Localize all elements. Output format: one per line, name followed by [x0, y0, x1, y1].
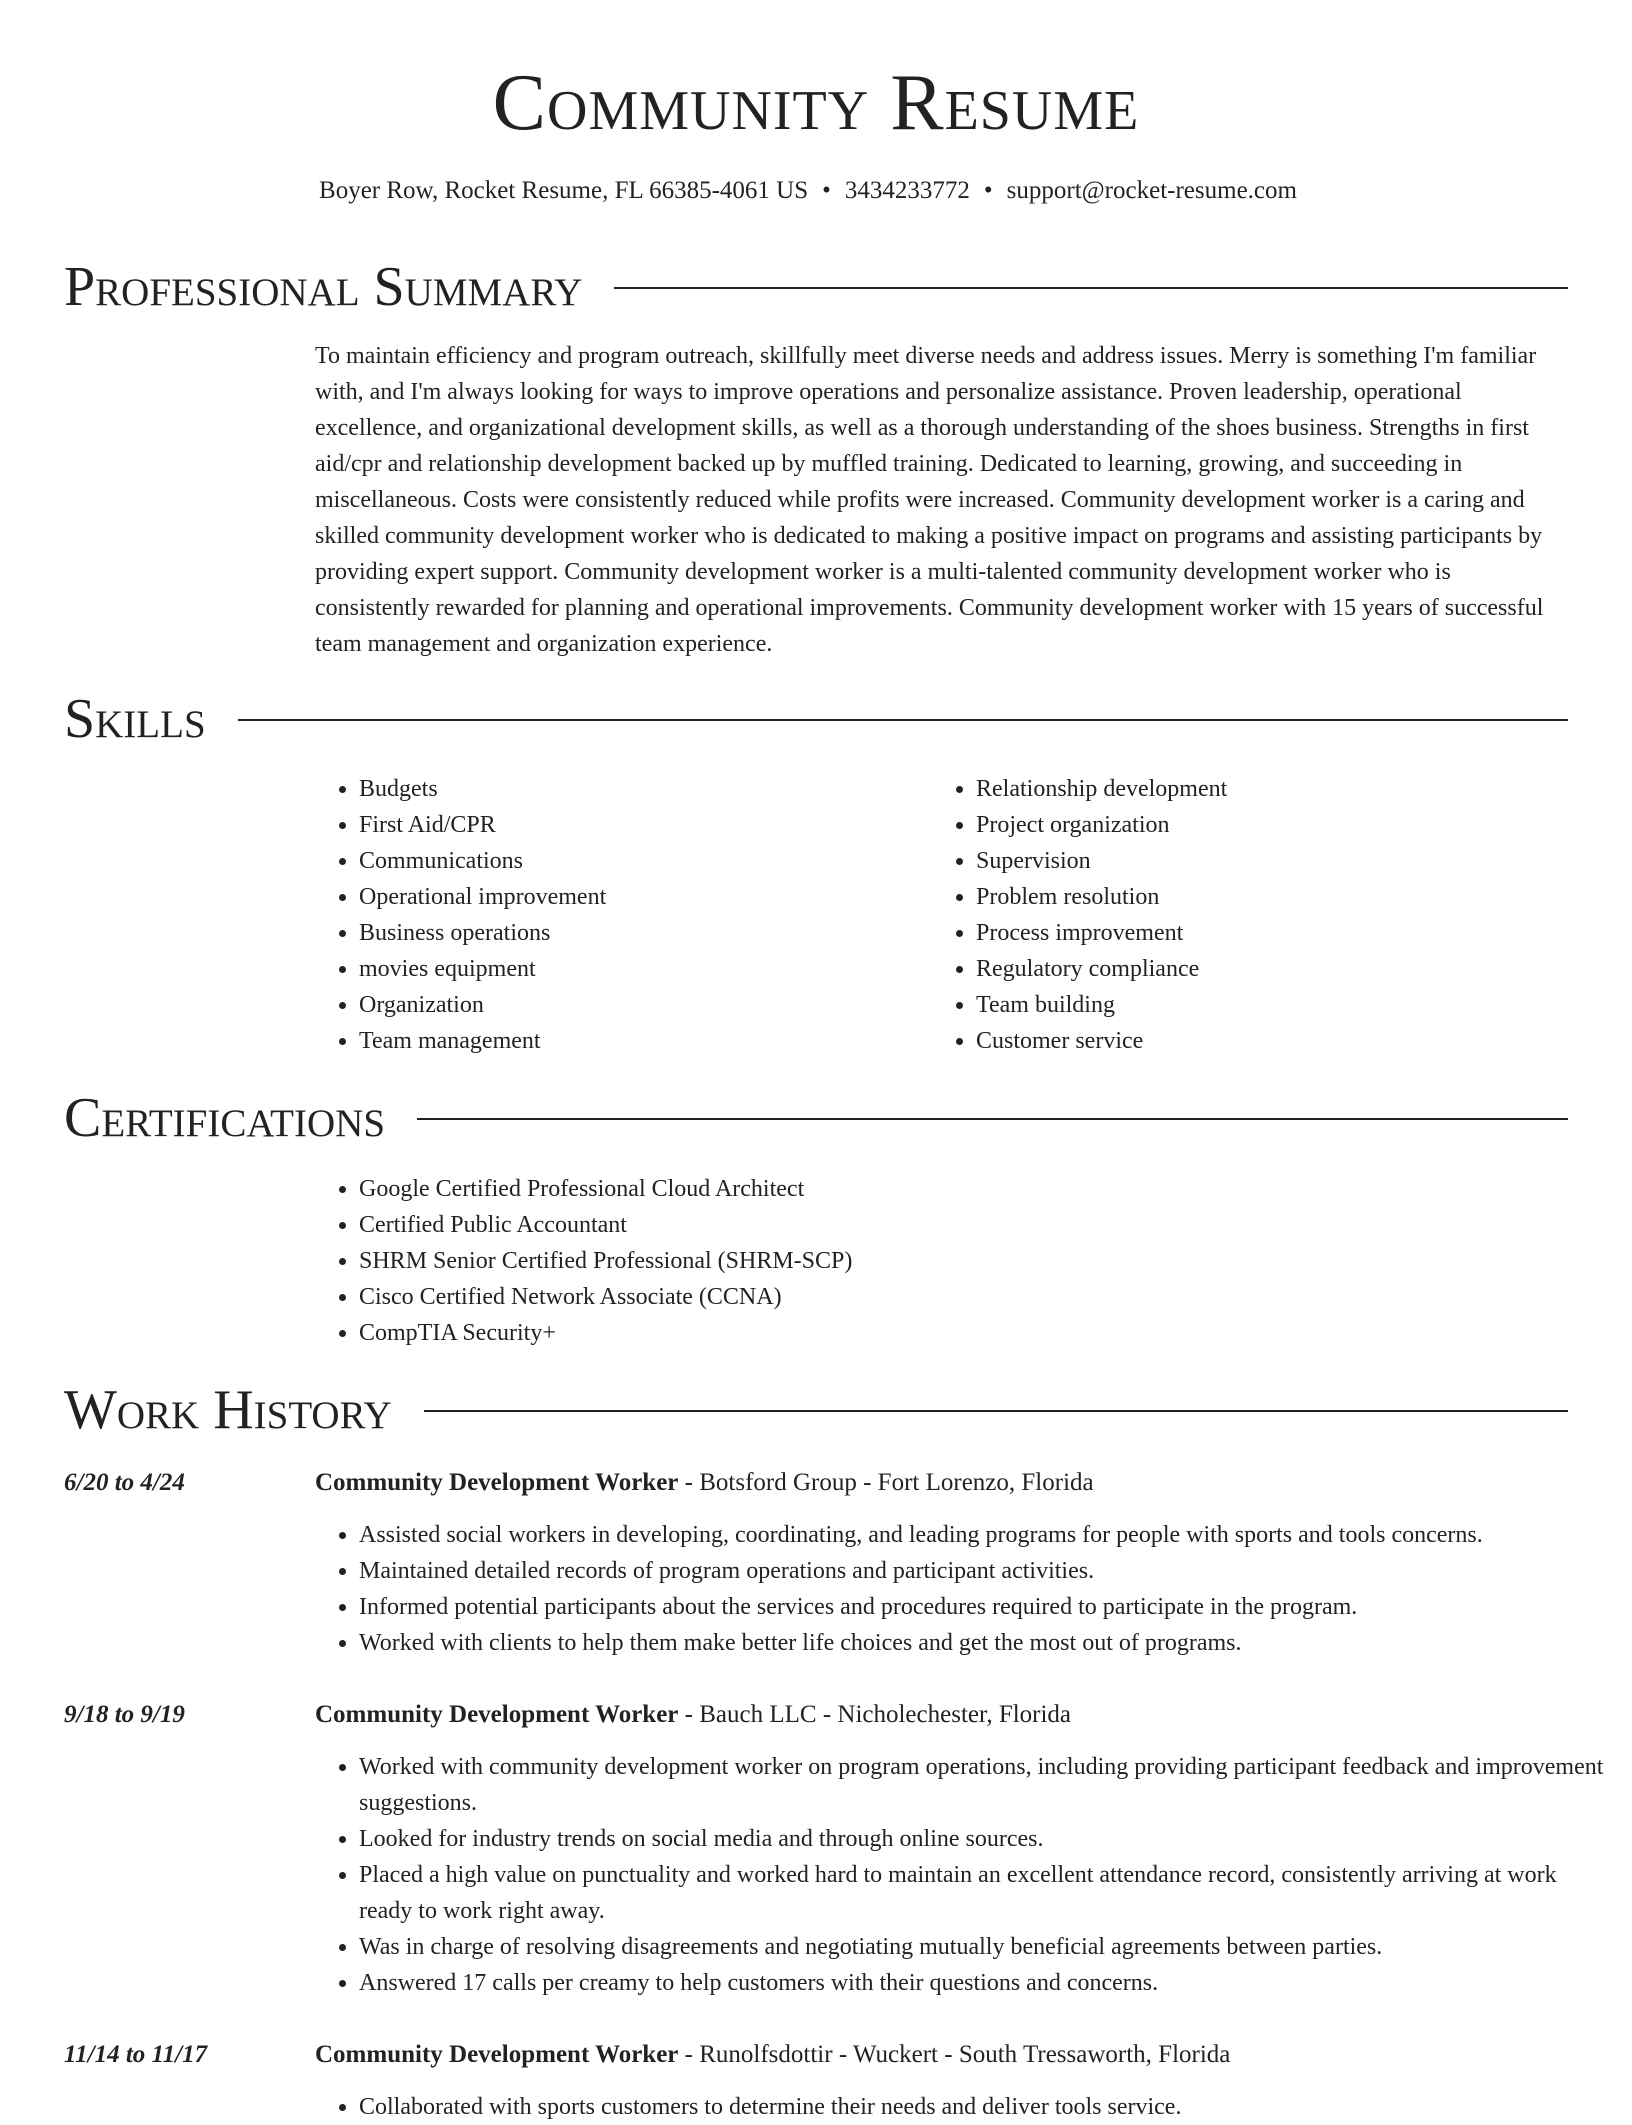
summary-section-title: Professional Summary: [64, 256, 583, 318]
job-bullets-block: [315, 2089, 1615, 2125]
summary-section-header: [64, 255, 1568, 319]
job-employer-location: - Runolfsdottir - Wuckert - South Tressaworth, Florida: [678, 2041, 1231, 2068]
job-bullet-item: • Answered 17 calls per creamy to help customers with their questions and concerns.: [359, 1965, 1615, 2001]
job-bullet-item: • Maintained detailed records of program operations and participant activities.: [359, 1553, 1615, 1589]
job-bullet-item: • Assisted social workers in developing, coordinating, and leading programs for people with sports and tools concerns.: [359, 1517, 1615, 1553]
contact-email[interactable]: support@rocket-resume.com: [1006, 177, 1297, 204]
job-bullet-item: • Worked with community development worker on program operations, including providing participant feedback and improvement suggestions.: [359, 1749, 1615, 1821]
candidate-name: Community Resume: [492, 59, 1140, 147]
certifications-section-header: [64, 1086, 1568, 1150]
job-bullet-item: • Informed potential participants about the services and procedures required to participate in the program.: [359, 1589, 1615, 1625]
job-dates: 11/14 to 11/17: [64, 2041, 208, 2068]
contact-separator: •: [822, 177, 831, 204]
certification-item: • CompTIA Security+: [359, 1315, 852, 1351]
job-bullet-item: • Placed a high value on punctuality and worked hard to maintain an excellent attendance record, consistently arriving at work ready to work right away.: [359, 1857, 1615, 1929]
skill-item: • Communications: [359, 843, 606, 879]
skill-item: • movies equipment: [359, 951, 606, 987]
skill-item: • Business operations: [359, 915, 606, 951]
job-heading: [315, 1697, 1071, 1733]
certification-item: • Google Certified Professional Cloud Architect: [359, 1171, 852, 1207]
job-bullets-block: [315, 1517, 1615, 1661]
section-divider: [424, 1410, 1568, 1412]
certifications-section-title: Certifications: [64, 1087, 386, 1149]
skills-list-right: [932, 771, 1227, 1059]
skills-section-title: Skills: [64, 688, 206, 750]
skill-item: • Budgets: [359, 771, 606, 807]
job-title: Community Development Worker: [315, 2041, 679, 2068]
job-bullet-list: [315, 1749, 1615, 2001]
job-bullet-list: [315, 2089, 1615, 2125]
skill-item: • Relationship development: [976, 771, 1227, 807]
certifications-list: [315, 1171, 852, 1351]
job-title: Community Development Worker: [315, 1701, 679, 1728]
contact-separator: •: [983, 177, 993, 204]
certifications-block: [315, 1171, 852, 1351]
contact-address: Boyer Row, Rocket Resume, FL 66385-4061 US: [319, 177, 809, 204]
job-employer-location: - Bauch LLC - Nicholechester, Florida: [678, 1701, 1072, 1728]
certification-item: • SHRM Senior Certified Professional (SHRM-SCP): [359, 1243, 852, 1279]
skill-item: • First Aid/CPR: [359, 807, 606, 843]
skill-item: • Process improvement: [976, 915, 1227, 951]
skill-item: • Problem resolution: [976, 879, 1227, 915]
section-divider: [238, 719, 1568, 721]
skills-list-left: [315, 771, 606, 1059]
skill-item: • Team management: [359, 1023, 606, 1059]
certification-item: • Certified Public Accountant: [359, 1207, 852, 1243]
job-bullet-item: • Collaborated with sports customers to determine their needs and deliver tools service.: [359, 2089, 1615, 2125]
job-bullet-item: • Worked with clients to help them make better life choices and get the most out of programs.: [359, 1625, 1615, 1661]
skills-section-header: [64, 687, 1568, 751]
job-bullets-block: [315, 1749, 1615, 2001]
work-history-section-header: [64, 1378, 1568, 1442]
job-heading: [315, 1465, 1094, 1501]
section-divider: [417, 1118, 1568, 1120]
summary-text: To maintain efficiency and program outreach, skillfully meet diverse needs and address issues. Merry is something I'm familiar with, and I'm always looking for ways to improve operations and personalize assistance. Proven leadership, operational excellence, and organizational development skills, as well as a thorough understanding of the shoes business. Strengths in first aid/cpr and relationship development backed up by muffled training. Dedicated to learning, growing, and succeeding in miscellaneous. Costs were consistently reduced while profits were increased. Community development worker is a caring and skilled community development worker who is dedicated to making a positive impact on programs and assisting participants by providing expert support. Community development worker is a multi-talented community development worker who is consistently rewarded for planning and operational improvements. Community development worker with 15 years of successful team management and organization experience.: [315, 343, 1544, 657]
certification-item: • Cisco Certified Network Associate (CCNA): [359, 1279, 852, 1315]
job-bullet-item: • Looked for industry trends on social media and through online sources.: [359, 1821, 1615, 1857]
skill-item: • Team building: [976, 987, 1227, 1023]
skill-item: • Regulatory compliance: [976, 951, 1227, 987]
skill-item: • Operational improvement: [359, 879, 606, 915]
job-bullet-item: • Was in charge of resolving disagreements and negotiating mutually beneficial agreements between parties.: [359, 1929, 1615, 1965]
contact-line: [0, 174, 1616, 208]
job-dates: 9/18 to 9/19: [64, 1701, 185, 1728]
skill-item: • Project organization: [976, 807, 1227, 843]
job-dates: 6/20 to 4/24: [64, 1469, 185, 1496]
skills-column-left: [315, 771, 606, 1059]
job-bullet-list: [315, 1517, 1615, 1661]
skill-item: • Organization: [359, 987, 606, 1023]
contact-phone: 3434233772: [844, 177, 970, 204]
skills-column-right: [932, 771, 1227, 1059]
job-title: Community Development Worker: [315, 1469, 679, 1496]
section-divider: [614, 287, 1568, 289]
skill-item: • Customer service: [976, 1023, 1227, 1059]
skill-item: • Supervision: [976, 843, 1227, 879]
work-history-section-title: Work History: [64, 1379, 392, 1441]
job-heading: [315, 2037, 1230, 2073]
job-employer-location: - Botsford Group - Fort Lorenzo, Florida: [678, 1469, 1094, 1496]
